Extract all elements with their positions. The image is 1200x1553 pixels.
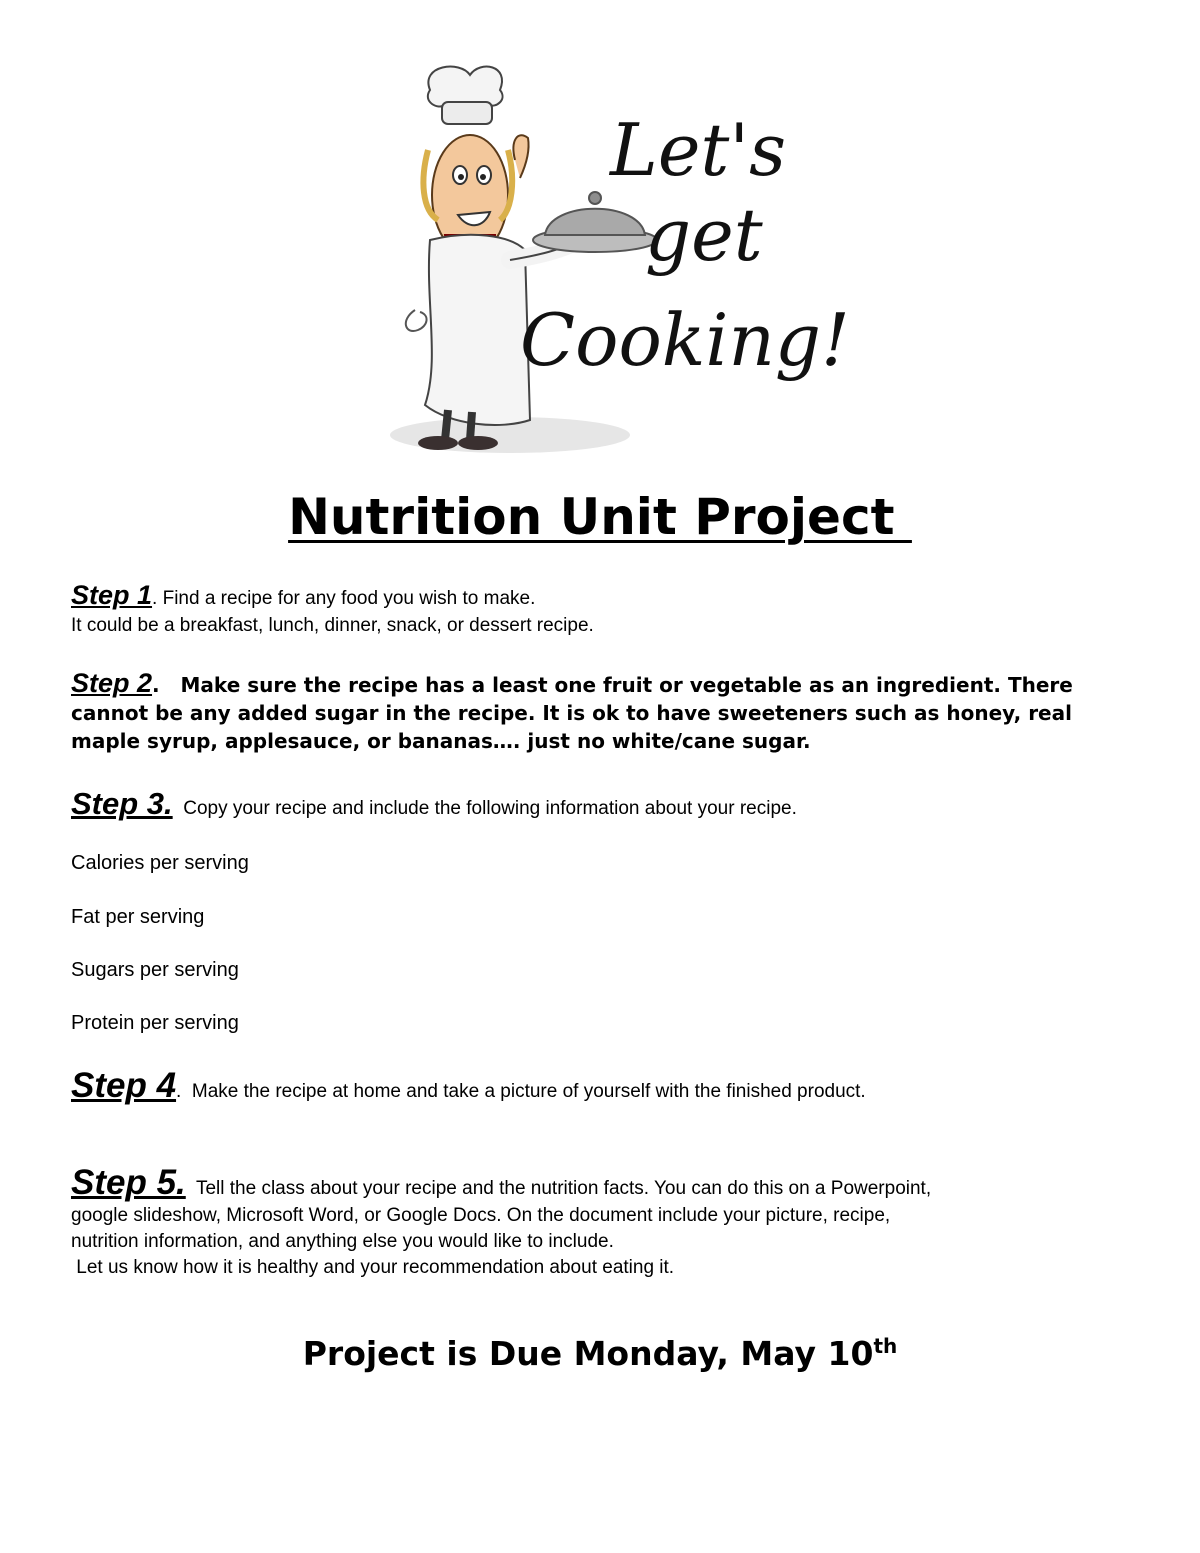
step-3-punct xyxy=(173,798,184,819)
step-1-punct: . xyxy=(152,588,163,609)
step-3-label: Step 3. xyxy=(71,786,173,821)
nutrition-item-calories: Calories per serving xyxy=(71,852,249,874)
step-4-text: Make the recipe at home and take a picture of yourself with the finished product. xyxy=(191,1081,866,1102)
script-title-line-3: Cooking! xyxy=(520,298,850,382)
step-3-text: Copy your recipe and include the following information about your recipe. xyxy=(183,798,797,819)
step-5-line-3: nutrition information, and anything else you would like to include. xyxy=(71,1231,614,1252)
step-4-label: Step 4 xyxy=(71,1066,177,1105)
step-2-label: Step 2 xyxy=(71,668,153,698)
nutrition-item-sugars: Sugars per serving xyxy=(71,959,239,981)
step-5-line-2: google slideshow, Microsoft Word, or Google Docs. On the document include your picture, recipe, xyxy=(71,1205,891,1226)
script-title-line-2: get xyxy=(645,193,763,277)
step-5-line-1: Tell the class about your recipe and the nutrition facts. You can do this on a Powerpoint, xyxy=(195,1178,932,1199)
step-4 xyxy=(71,1066,1141,1106)
due-date-text: Project is Due Monday, May 10 xyxy=(302,1334,874,1373)
step-5 xyxy=(71,1163,1141,1281)
nutrition-item-protein: Protein per serving xyxy=(71,1012,239,1034)
step-1-line-2: It could be a breakfast, lunch, dinner, snack, or dessert recipe. xyxy=(71,615,594,636)
step-2-punct: . xyxy=(152,673,181,697)
step-1-line-1: Find a recipe for any food you wish to make. xyxy=(162,588,536,609)
step-1-label: Step 1 xyxy=(71,580,153,610)
step-1 xyxy=(71,580,1141,639)
step-2 xyxy=(71,668,1141,755)
page-title: Nutrition Unit Project xyxy=(288,488,912,546)
step-5-label: Step 5. xyxy=(71,1163,186,1202)
chef-illustration xyxy=(400,60,850,460)
due-date-suffix: th xyxy=(873,1334,898,1358)
script-title-line-1: Let's xyxy=(610,108,787,192)
step-5-line-4: Let us know how it is healthy and your recommendation about eating it. xyxy=(71,1257,675,1278)
step-2-text: Make sure the recipe has a least one fruit or vegetable as an ingredient. There cannot be any added sugar in the recipe. It is ok to have sweeteners such as honey, real maple syrup, applesauce, or bananas…. just no white/cane sugar. xyxy=(71,673,1073,753)
step-4-punct: . xyxy=(176,1081,192,1102)
step-3 xyxy=(71,786,1141,822)
step-5-punct xyxy=(186,1178,196,1199)
chef-drawing xyxy=(400,60,850,460)
due-date xyxy=(0,1334,1200,1373)
nutrition-item-fat: Fat per serving xyxy=(71,906,205,928)
